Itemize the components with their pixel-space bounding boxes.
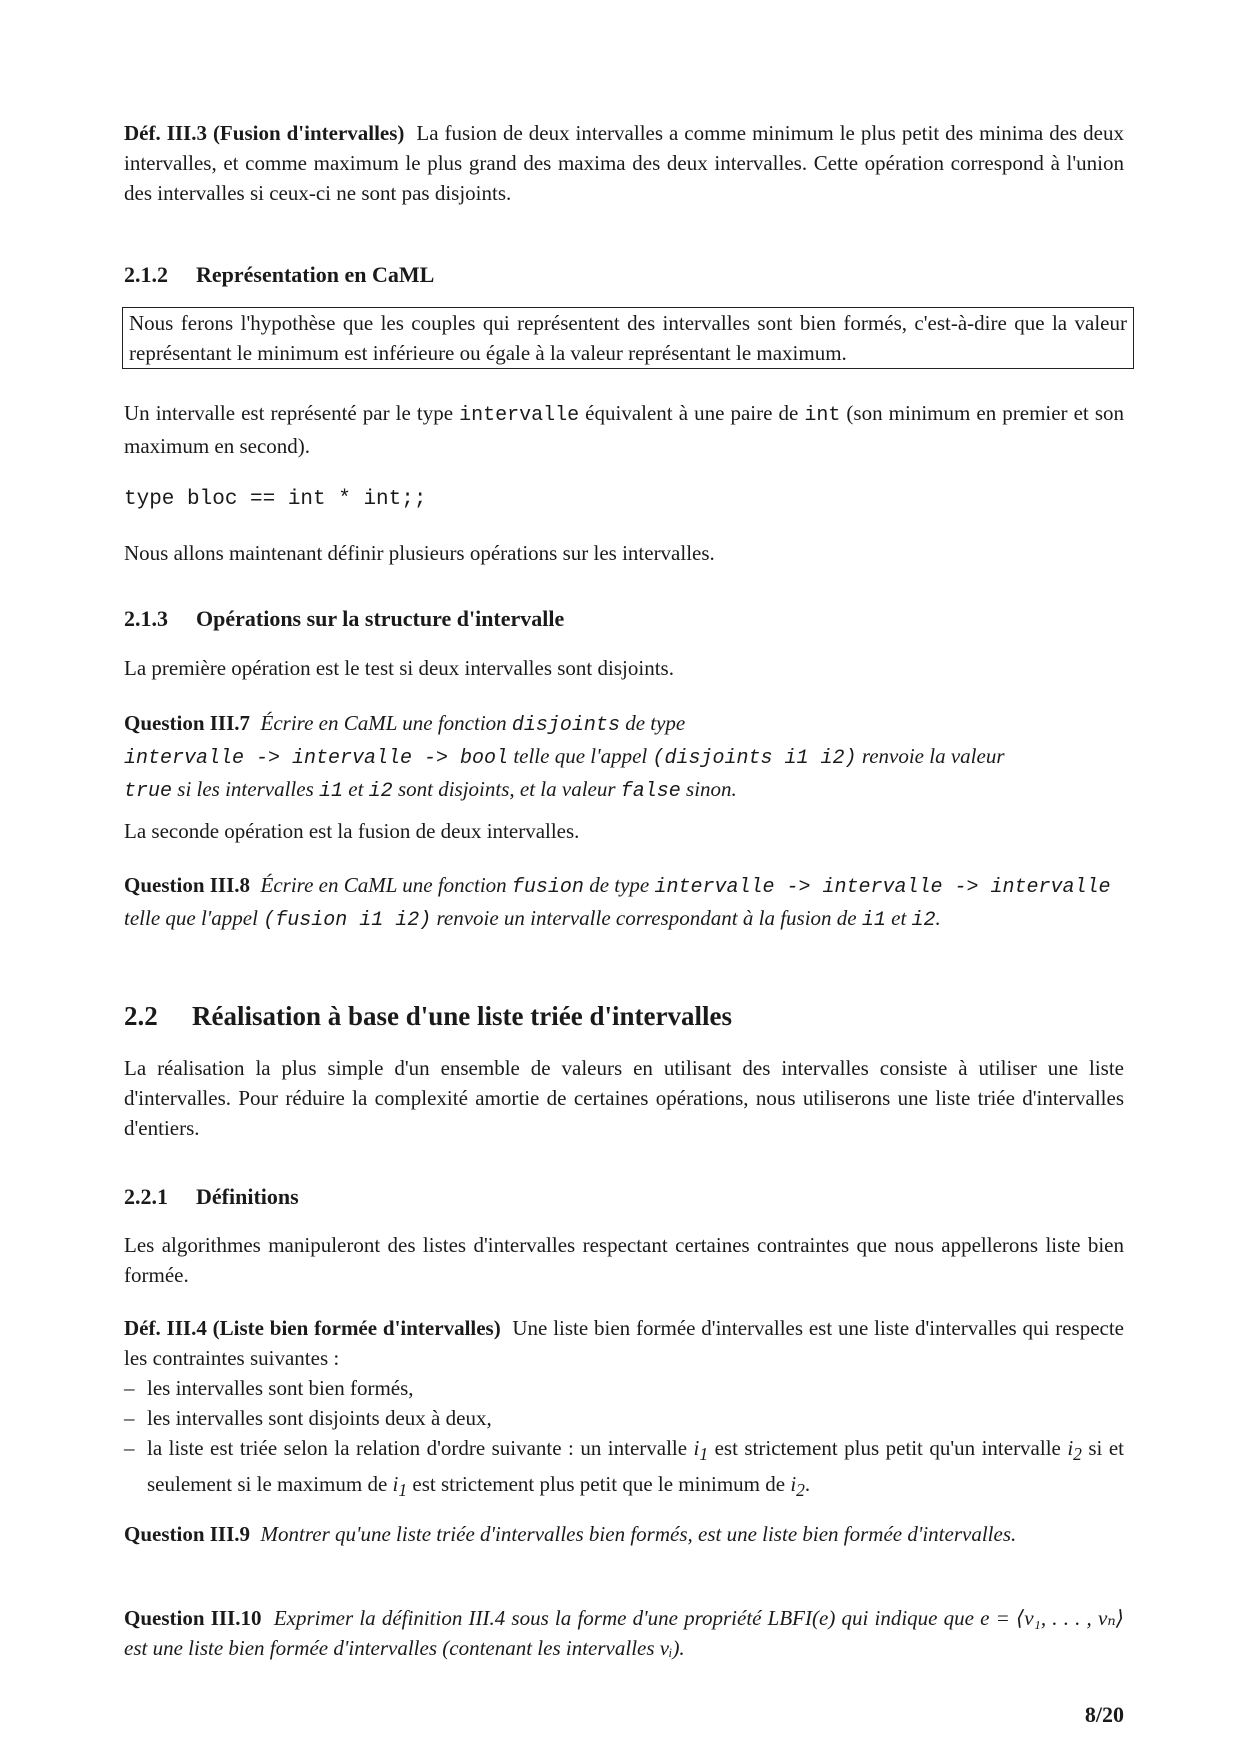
- math-i2: [1067, 1436, 1082, 1465]
- hypothesis-text: Nous ferons l'hypothèse que les couples qui représentent des intervalles sont bien formés, c'est-à-dire que la valeur représentant le minimum est inférieure ou égale à la valeur représentant le maximum.: [129, 311, 1127, 365]
- section-2-2-text: La réalisation la plus simple d'un ensemble de valeurs en utilisant des intervalles consiste à utiliser une liste d'intervalles. Pour réduire la complexité amortie de certaines opérations, nous utiliserons une liste triée d'intervalles d'entiers.: [124, 1056, 1124, 1140]
- section-title: Réalisation à base d'une liste triée d'intervalles: [192, 1001, 732, 1031]
- math-symbol: i: [392, 1472, 399, 1497]
- question-label: Question III.9: [124, 1522, 251, 1546]
- list-item: [124, 1403, 1124, 1433]
- first-operation-text: La première opération est le test si deux intervalles sont disjoints.: [124, 656, 674, 680]
- definition-title: Déf. III.3 (Fusion d'intervalles): [124, 121, 405, 145]
- text: telle que l'appel: [124, 906, 264, 930]
- subsection-heading-2-2-1: [124, 1182, 1124, 1212]
- code-call: (disjoints i1 i2): [652, 747, 857, 770]
- subsection-number: 2.1.2: [124, 262, 168, 287]
- math-vi: vᵢ: [659, 1636, 673, 1660]
- second-operation-text: La seconde opération est la fusion de deux intervalles.: [124, 819, 580, 843]
- math-i1: [693, 1436, 709, 1465]
- question-iii-9: [124, 1519, 1124, 1549]
- code-call: (fusion i1 i2): [263, 909, 432, 932]
- section-number: 2.2: [124, 1001, 158, 1031]
- text: est strictement plus petit qu'un intervalle: [708, 1436, 1068, 1460]
- text: ).: [672, 1636, 685, 1660]
- text: Écrire en CaML une fonction: [260, 873, 512, 897]
- math-i1: [392, 1472, 408, 1501]
- subsection-title: Définitions: [196, 1184, 299, 1209]
- math-symbol: i: [1067, 1436, 1074, 1460]
- text: équivalent à une paire de: [579, 401, 805, 425]
- page-number: 8/20: [1084, 1702, 1124, 1727]
- text: sinon.: [680, 777, 737, 801]
- question-iii-10: [124, 1603, 1124, 1663]
- text: Écrire en CaML une fonction: [260, 711, 512, 735]
- text: de type: [583, 873, 655, 897]
- code-fn-name: disjoints: [511, 714, 620, 737]
- text: Un intervalle est représenté par le type: [124, 401, 460, 425]
- question-text: [124, 1606, 1124, 1660]
- subsection-title: Représentation en CaML: [196, 262, 435, 287]
- code-fn-name: fusion: [511, 876, 584, 899]
- operations-intro: Nous allons maintenant définir plusieurs opérations sur les intervalles.: [124, 541, 715, 565]
- code-fn-type: intervalle -> intervalle -> bool: [124, 747, 509, 770]
- subsection-heading-2-1-2: [124, 260, 1124, 290]
- representation-paragraph: [124, 398, 1124, 461]
- section-2-2-1-text: Les algorithmes manipuleront des listes d'intervalles respectant certaines contraintes que nous appellerons liste bien formée.: [124, 1233, 1124, 1287]
- definition-text: Une liste bien formée d'intervalles est une liste d'intervalles qui respecte les contraintes suivantes :: [124, 1316, 1124, 1370]
- text: .: [804, 1472, 811, 1497]
- text: renvoie un intervalle correspondant à la fusion de: [431, 906, 862, 930]
- math-subscript: 1: [699, 1444, 709, 1465]
- math-symbol: i: [693, 1436, 700, 1460]
- text: les intervalles sont bien formés,: [147, 1376, 414, 1400]
- text: qui indique que: [835, 1606, 981, 1630]
- code-i1: i1: [319, 780, 344, 803]
- math-i2: [790, 1472, 805, 1501]
- code-false: false: [620, 780, 681, 803]
- math-lbfi: LBFI(e): [767, 1606, 836, 1630]
- list-item: [124, 1373, 1124, 1403]
- question-iii-7: [124, 708, 1124, 807]
- subsection-title: Opérations sur la structure d'intervalle: [196, 606, 565, 631]
- math-subscript: 1: [398, 1480, 408, 1501]
- subsection-heading-2-1-3: [124, 604, 1124, 634]
- code-i2: i2: [368, 780, 393, 803]
- question-text: Montrer qu'une liste triée d'intervalles bien formés, est une liste bien formée d'intervalles.: [260, 1522, 1017, 1546]
- code-type-declaration: type bloc == int * int;;: [124, 488, 427, 511]
- text: de type: [619, 711, 686, 735]
- text: telle que l'appel: [508, 744, 653, 768]
- code-fn-type: intervalle -> intervalle -> intervalle: [654, 876, 1111, 899]
- text: renvoie la valeur: [856, 744, 1005, 768]
- text: .: [935, 906, 941, 930]
- hypothesis-box: [122, 307, 1134, 369]
- text: la liste est triée selon la relation d'ordre suivante : un intervalle: [147, 1436, 694, 1460]
- text: Exprimer la définition III.4 sous la forme d'une propriété: [273, 1606, 768, 1630]
- text: les intervalles sont disjoints deux à deux,: [147, 1406, 492, 1430]
- list-item: [124, 1433, 1124, 1505]
- math-subscript: 2: [1073, 1444, 1082, 1465]
- question-label: Question III.8: [124, 873, 251, 897]
- text: est strictement plus petit que le minimum de: [407, 1472, 791, 1497]
- question-text: [124, 711, 1005, 801]
- code-i1: i1: [861, 909, 886, 932]
- text: si et seulement si le maximum de: [147, 1436, 1124, 1497]
- subsection-number: 2.2.1: [124, 1184, 168, 1209]
- math-subscript: 2: [796, 1480, 805, 1501]
- definition-iii-3: [124, 118, 1124, 208]
- code-int: int: [804, 404, 841, 427]
- math-symbol: i: [790, 1472, 797, 1497]
- text: est une liste bien formée d'intervalles (contenant les intervalles: [124, 1636, 660, 1660]
- code-true: true: [124, 780, 173, 803]
- question-iii-8: [124, 870, 1124, 936]
- text: et: [343, 777, 369, 801]
- section-heading-2-2: [124, 1001, 1124, 1031]
- text: et: [885, 906, 912, 930]
- math-list-e: e = ⟨v₁, . . . , vₙ⟩: [980, 1606, 1124, 1630]
- definition-title: Déf. III.4 (Liste bien formée d'intervalles): [124, 1316, 501, 1340]
- question-label: Question III.7: [124, 711, 251, 735]
- subsection-number: 2.1.3: [124, 606, 168, 631]
- question-text: [124, 873, 1111, 930]
- code-i2: i2: [911, 909, 936, 932]
- text: sont disjoints, et la valeur: [392, 777, 621, 801]
- definition-iii-4: [124, 1313, 1124, 1505]
- text: (son minimum en premier et son maximum en second).: [124, 401, 1124, 458]
- definition-text: La fusion de deux intervalles a comme minimum le plus petit des minima des deux intervalles, et comme maximum le plus grand des maxima des deux intervalles. Cette opération correspond à l'union des intervalles si ceux-ci ne sont pas disjoints.: [124, 121, 1125, 205]
- constraints-list: [124, 1373, 1124, 1505]
- code-type-name: intervalle: [459, 404, 580, 427]
- text: si les intervalles: [172, 777, 319, 801]
- question-label: Question III.10: [124, 1606, 262, 1630]
